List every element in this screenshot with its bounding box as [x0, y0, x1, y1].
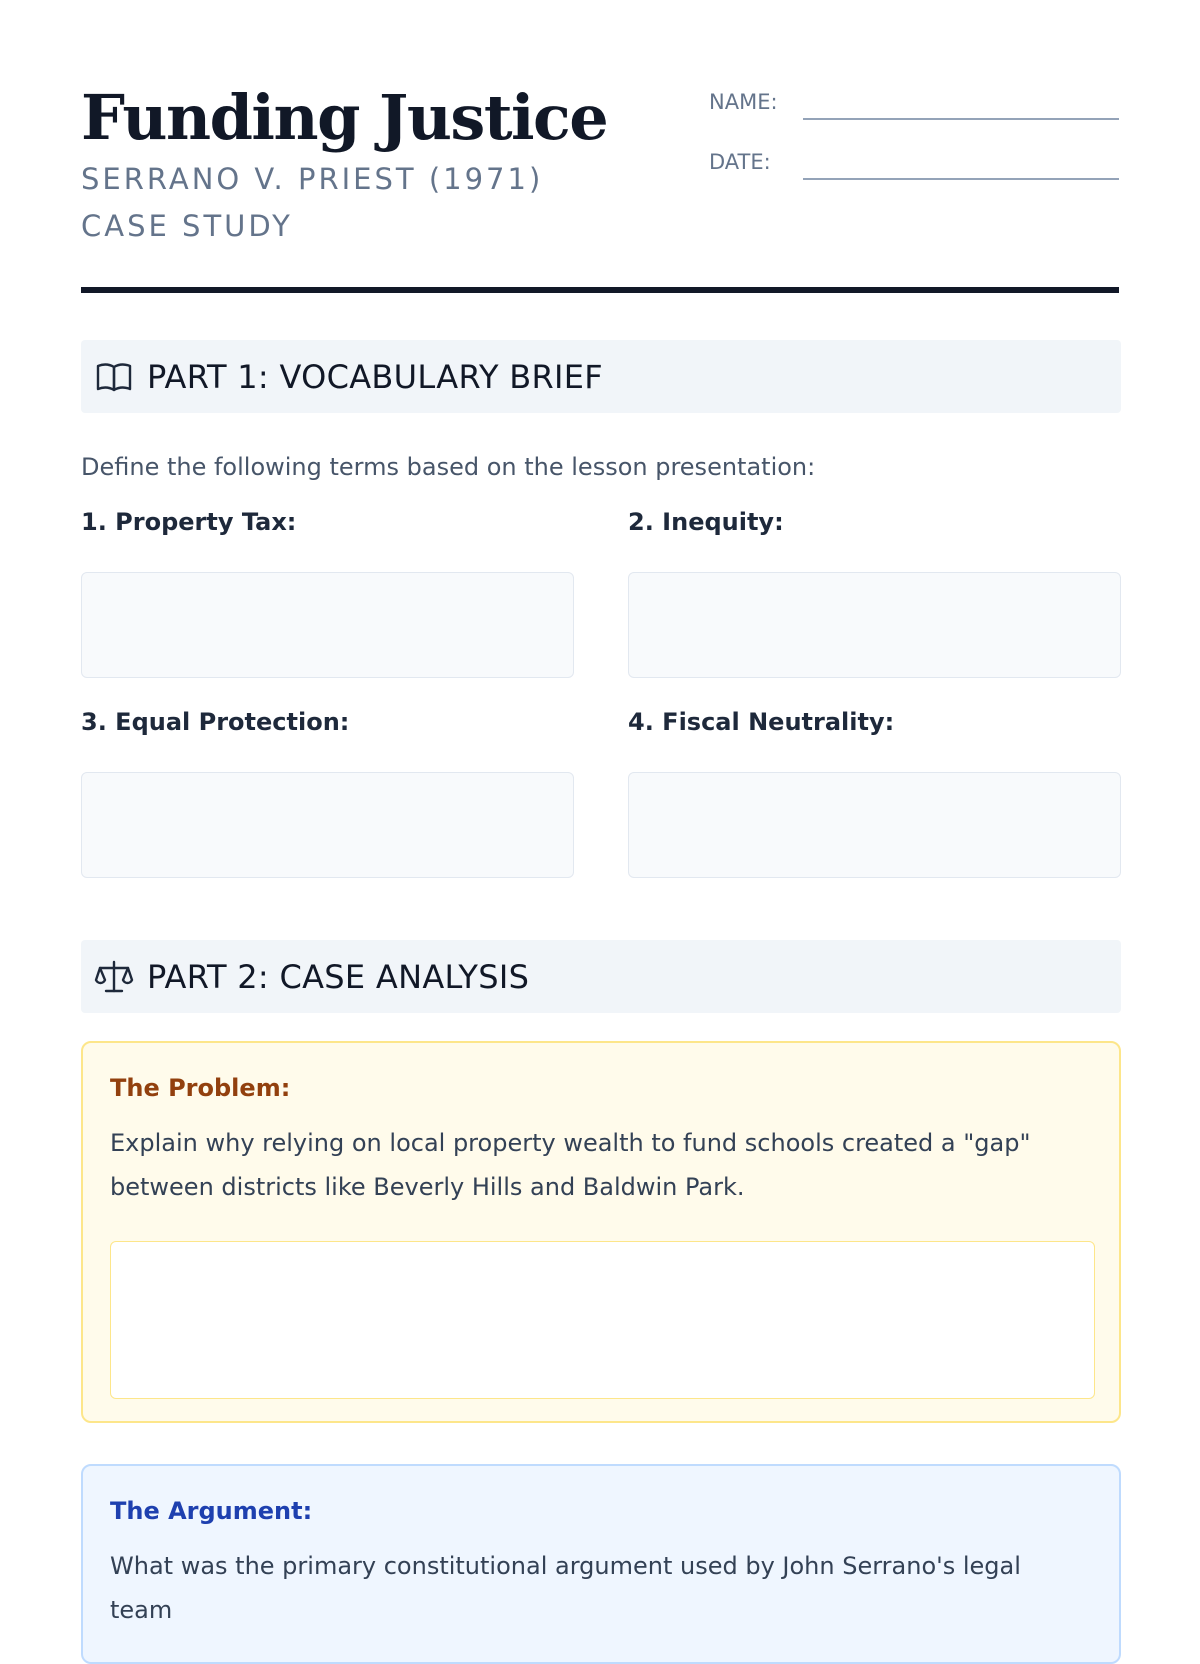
scales-icon: [95, 958, 133, 996]
date-label: DATE:: [709, 150, 771, 174]
name-label: NAME:: [709, 90, 778, 114]
student-info: [709, 84, 1119, 204]
vocab-answer-box[interactable]: [628, 772, 1121, 878]
part2-header: [81, 940, 1121, 1013]
problem-title: The Problem:: [110, 1074, 291, 1102]
vocab-item: [628, 704, 1121, 878]
name-row: [709, 84, 1119, 120]
vocab-item: [81, 504, 574, 678]
problem-answer-box[interactable]: [110, 1241, 1095, 1399]
vocab-label: 2. Inequity:: [628, 508, 784, 536]
vocab-answer-box[interactable]: [628, 572, 1121, 678]
date-field[interactable]: [803, 144, 1119, 180]
part2-title: PART 2: CASE ANALYSIS: [147, 957, 530, 996]
worksheet-header: [81, 0, 1119, 296]
argument-prompt: What was the primary constitutional argument used by John Serrano's legal team: [110, 1552, 1021, 1624]
vocab-item: [81, 704, 574, 878]
page-title: Funding Justice: [81, 81, 608, 154]
vocab-label: 1. Property Tax:: [81, 508, 297, 536]
vocab-answer-box[interactable]: [81, 772, 574, 878]
vocab-label: 4. Fiscal Neutrality:: [628, 708, 895, 736]
page-subtitle: SERRANO V. PRIEST (1971) CASE STUDY: [81, 162, 544, 243]
vocab-item: [628, 504, 1121, 678]
part1-instructions: Define the following terms based on the lesson presentation:: [81, 453, 816, 481]
vocab-answer-box[interactable]: [81, 572, 574, 678]
problem-prompt: Explain why relying on local property wealth to fund schools created a "gap" between districts like Beverly Hills and Baldwin Park.: [110, 1129, 1031, 1201]
header-divider: [81, 287, 1119, 293]
argument-title: The Argument:: [110, 1497, 313, 1525]
name-field[interactable]: [803, 84, 1119, 120]
argument-card: [81, 1464, 1121, 1664]
part1-title: PART 1: VOCABULARY BRIEF: [147, 357, 604, 396]
problem-card: [81, 1041, 1121, 1423]
vocab-label: 3. Equal Protection:: [81, 708, 350, 736]
open-book-icon: [95, 358, 133, 396]
date-row: [709, 144, 1119, 180]
part1-header: [81, 340, 1121, 413]
